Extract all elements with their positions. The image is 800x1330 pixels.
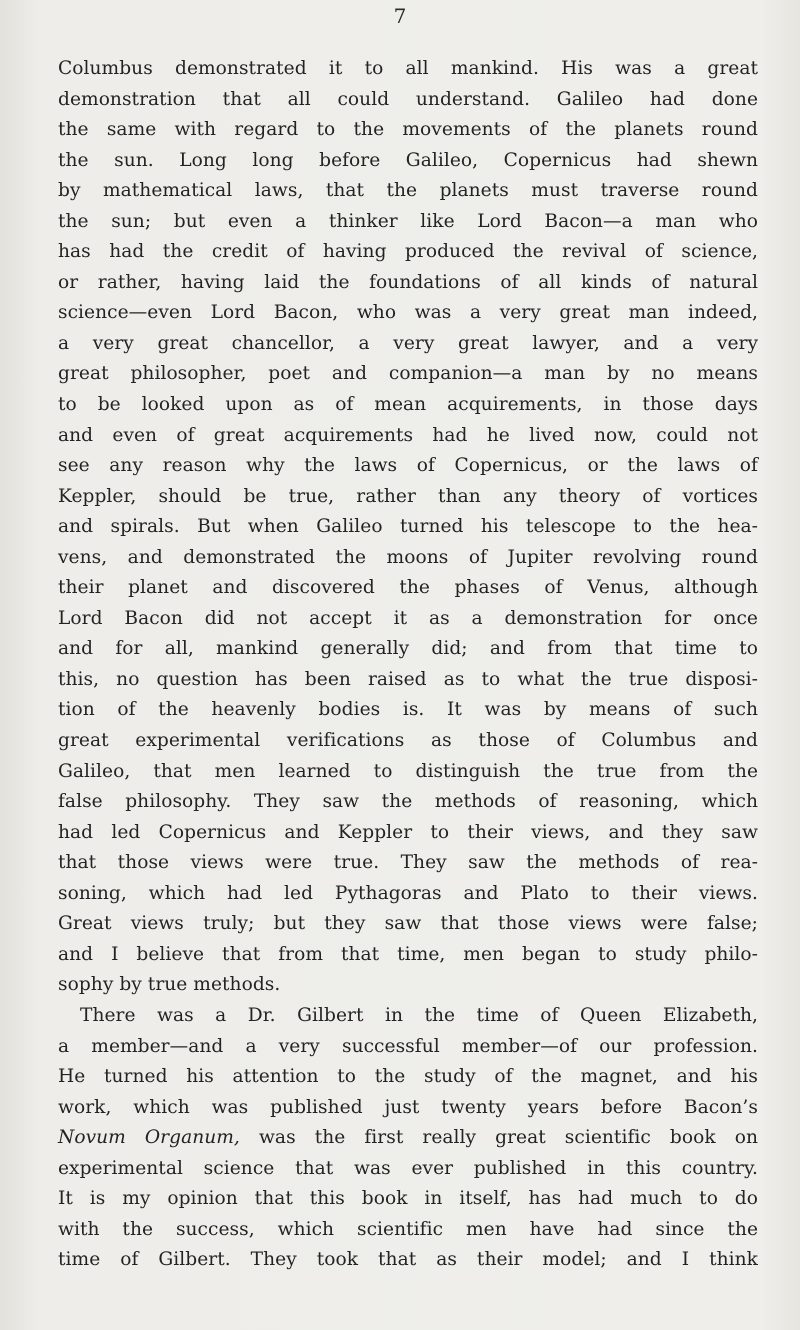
text-line: Keppler, should be true, rather than any theory of vortices [58,485,758,507]
text-line: vens, and demonstrated the moons of Jupiter revolving round [58,546,758,568]
text-line: a very great chancellor, a very great lawyer, and a very [58,332,758,354]
text-line: tion of the heavenly bodies is. It was by means of such [58,699,758,721]
text-line: and I believe that from that time, men began to study philo- [58,943,758,965]
text-line: sophy by true methods. [58,974,281,996]
text-line: and for all, mankind generally did; and from that time to [58,638,758,660]
text-line: work, which was published just twenty years before Bacon’s [58,1096,758,1118]
text-line: see any reason why the laws of Copernicus, or the laws of [58,455,758,477]
page-number: 7 [393,4,407,28]
text-line: the sun. Long long before Galileo, Copernicus had shewn [58,149,758,171]
text-line: There was a Dr. Gilbert in the time of Queen Elizabeth, [80,1004,758,1026]
text-line-rest: was the first really great scientific book on [239,1127,758,1149]
text-line: and spirals. But when Galileo turned his telescope to the hea- [58,516,758,538]
text-line: a member—and a very successful member—of our profession. [58,1035,758,1057]
text-line: this, no question has been raised as to what the true disposi- [58,668,758,690]
text-line: the sun; but even a thinker like Lord Bacon—a man who [58,210,758,232]
text-line: the same with regard to the movements of the planets round [58,119,758,141]
text-line: great philosopher, poet and companion—a man by no means [58,363,758,385]
text-line: and even of great acquirements had he lived now, could not [58,424,758,446]
text-line: experimental science that was ever published in this country. [58,1157,758,1179]
text-line: Galileo, that men learned to distinguish the true from the [58,760,758,782]
text-line: great experimental verifications as those of Columbus and [58,730,758,752]
text-line: by mathematical laws, that the planets must traverse round [58,180,758,202]
text-line: or rather, having laid the foundations of all kinds of natural [58,271,758,293]
text-line: He turned his attention to the study of the magnet, and his [58,1066,758,1088]
text-line: demonstration that all could understand. Galileo had done [58,88,758,110]
text-line: their planet and discovered the phases of Venus, although [58,577,758,599]
body-text [58,54,758,1276]
text-line: had led Copernicus and Keppler to their views, and they saw [58,821,758,843]
text-line: to be looked upon as of mean acquirements, in those days [58,394,758,416]
text-line: time of Gilbert. They took that as their model; and I think [58,1249,758,1271]
text-line: Columbus demonstrated it to all mankind. His was a great [58,58,758,79]
text-line: Lord Bacon did not accept it as a demonstration for once [58,607,758,629]
text-line: It is my opinion that this book in itself, has had much to do [58,1188,758,1210]
text-line: that those views were true. They saw the methods of rea- [58,852,758,874]
text-line: has had the credit of having produced the revival of science, [58,241,758,263]
text-line: soning, which had led Pythagoras and Plato to their views. [58,882,758,904]
text-line: false philosophy. They saw the methods of reasoning, which [58,791,758,813]
text-line: with the success, which scientific men have had since the [58,1218,758,1240]
text-line: science—even Lord Bacon, who was a very great man indeed, [58,302,758,324]
text-line [58,1123,758,1154]
book-title: Novum Organum, [58,1127,240,1149]
text-line: Great views truly; but they saw that those views were false; [58,913,758,935]
